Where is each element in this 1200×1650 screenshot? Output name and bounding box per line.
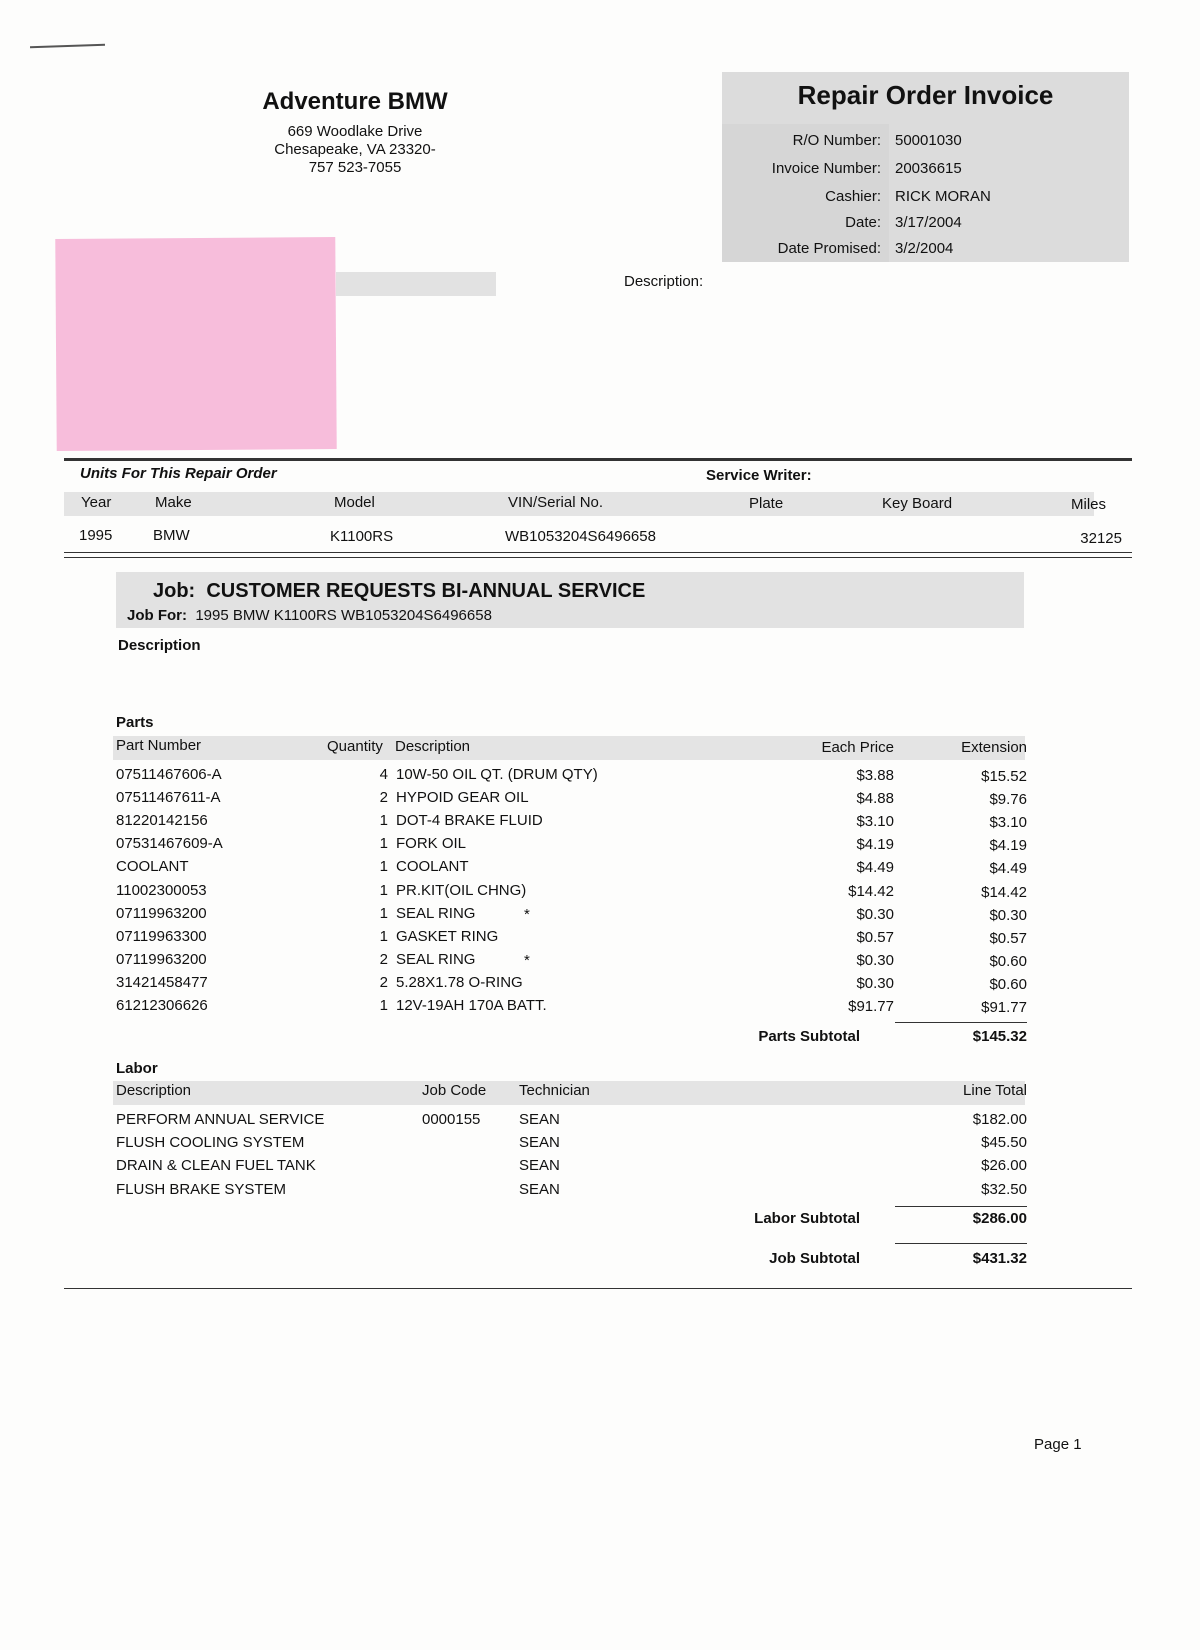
labor-subtotal-label: Labor Subtotal (754, 1210, 860, 1227)
part-extension: $0.60 (989, 952, 1027, 970)
labor-job-code: 0000155 (422, 1111, 481, 1128)
parts-subtotal-label: Parts Subtotal (758, 1028, 860, 1045)
scan-artifact-line (30, 44, 105, 49)
job-label: Job: (153, 580, 196, 602)
dealer-address-line1: 669 Woodlake Drive (287, 123, 423, 140)
col-line-total: Line Total (963, 1082, 1027, 1099)
part-each-price: $3.10 (856, 813, 894, 831)
part-quantity: 1 (379, 812, 388, 830)
labor-line-total: $45.50 (981, 1134, 1027, 1152)
col-technician: Technician (519, 1082, 590, 1099)
date-value: 3/17/2004 (895, 214, 962, 231)
part-extension: $15.52 (981, 768, 1027, 785)
part-extension: $4.19 (989, 837, 1027, 855)
part-extension: $14.42 (981, 883, 1027, 901)
part-extension: $0.30 (989, 906, 1027, 924)
labor-line-total: $182.00 (972, 1111, 1027, 1128)
part-description: 5.28X1.78 O-RING (396, 973, 523, 991)
service-writer-label: Service Writer: (706, 467, 812, 484)
job-description-label: Description (118, 637, 201, 654)
units-top-rule (64, 458, 1132, 461)
labor-line-total: $32.50 (981, 1180, 1027, 1198)
ro-number-value: 50001030 (895, 132, 962, 149)
part-each-price: $91.77 (848, 998, 894, 1015)
part-extension: $0.60 (989, 975, 1027, 993)
part-quantity: 1 (379, 997, 388, 1014)
part-number: 07511467606-A (116, 766, 222, 783)
part-description: GASKET RING (396, 927, 499, 945)
unit-vin: WB1053204S6496658 (505, 528, 656, 545)
col-make: Make (155, 494, 192, 511)
invoice-number-value: 20036615 (895, 160, 962, 177)
part-quantity: 2 (379, 789, 388, 807)
part-extension: $9.76 (989, 791, 1027, 809)
units-bottom-rule-2 (64, 557, 1132, 558)
labor-technician: SEAN (519, 1111, 560, 1128)
part-quantity: 1 (379, 904, 388, 922)
part-description: PR.KIT(OIL CHNG) (396, 881, 527, 899)
date-promised-value: 3/2/2004 (895, 240, 954, 257)
part-each-price: $4.19 (856, 836, 894, 854)
part-each-price: $0.57 (856, 928, 894, 946)
date-label: Date: (845, 214, 881, 231)
part-each-price: $0.30 (856, 974, 894, 992)
job-bottom-rule (64, 1288, 1132, 1289)
col-extension: Extension (961, 739, 1027, 756)
parts-section-label: Parts (116, 714, 154, 731)
part-number: 07511467611-A (116, 789, 221, 807)
labor-line-total: $26.00 (981, 1157, 1027, 1175)
page-number: Page 1 (1034, 1436, 1082, 1453)
col-plate: Plate (749, 495, 784, 512)
col-vin: VIN/Serial No. (508, 494, 604, 511)
col-model: Model (334, 494, 375, 511)
job-for-value: 1995 BMW K1100RS WB1053204S6496658 (195, 607, 492, 624)
part-each-price: $0.30 (856, 951, 894, 969)
part-each-price: $4.49 (856, 859, 894, 877)
labor-subtotal-value: $286.00 (972, 1210, 1027, 1227)
part-number: 81220142156 (116, 812, 208, 830)
part-marker: * (524, 905, 530, 923)
part-description: SEAL RING (396, 904, 476, 922)
labor-technician: SEAN (519, 1134, 560, 1152)
part-extension: $0.57 (989, 929, 1027, 947)
col-labor-description: Description (116, 1082, 192, 1099)
labor-description: FLUSH COOLING SYSTEM (116, 1134, 305, 1152)
ro-number-label: R/O Number: (792, 132, 881, 149)
part-number: 11002300053 (116, 881, 207, 899)
part-quantity: 1 (379, 881, 388, 899)
part-number: 61212306626 (116, 997, 208, 1014)
job-for-label: Job For: (127, 607, 187, 624)
col-job-code: Job Code (422, 1082, 487, 1099)
labor-description: PERFORM ANNUAL SERVICE (116, 1111, 325, 1128)
part-description: DOT-4 BRAKE FLUID (396, 812, 543, 830)
units-section-title: Units For This Repair Order (80, 465, 277, 482)
part-quantity: 4 (379, 766, 388, 783)
job-subtotal-value: $431.32 (972, 1250, 1027, 1267)
part-quantity: 1 (379, 858, 388, 876)
date-promised-label: Date Promised: (777, 240, 881, 257)
part-quantity: 2 (379, 950, 388, 968)
unit-year: 1995 (79, 527, 113, 544)
labor-description: FLUSH BRAKE SYSTEM (116, 1180, 287, 1198)
labor-technician: SEAN (519, 1180, 560, 1198)
part-description: 12V-19AH 170A BATT. (396, 997, 547, 1014)
part-each-price: $14.42 (848, 882, 894, 900)
part-number: 07119963300 (116, 927, 207, 945)
invoice-title: Repair Order Invoice (797, 80, 1054, 110)
part-description: FORK OIL (396, 835, 467, 853)
labor-technician: SEAN (519, 1157, 560, 1175)
description-label: Description: (624, 273, 704, 290)
dealer-phone: 757 523-7055 (308, 159, 402, 176)
col-year: Year (81, 494, 112, 511)
invoice-number-label: Invoice Number: (771, 160, 881, 177)
redaction-sticky-note (55, 237, 336, 451)
part-description: 10W-50 OIL QT. (DRUM QTY) (396, 766, 598, 783)
dealer-address-line2: Chesapeake, VA 23320- (274, 141, 436, 158)
col-part-number: Part Number (116, 737, 202, 754)
units-bottom-rule-1 (64, 552, 1132, 553)
part-extension: $91.77 (981, 999, 1027, 1016)
part-each-price: $3.88 (856, 767, 894, 784)
part-number: 31421458477 (116, 973, 208, 991)
unit-make: BMW (153, 527, 190, 544)
labor-section-label: Labor (116, 1060, 158, 1077)
col-quantity: Quantity (327, 738, 383, 755)
col-part-description: Description (395, 738, 471, 755)
part-quantity: 2 (379, 973, 388, 991)
part-extension: $3.10 (989, 814, 1027, 832)
unit-miles: 32125 (1080, 530, 1122, 547)
part-description: COOLANT (396, 858, 469, 876)
col-keyboard: Key Board (882, 495, 953, 512)
part-each-price: $0.30 (856, 905, 894, 923)
part-marker: * (524, 951, 530, 969)
part-each-price: $4.88 (856, 790, 894, 808)
labor-description: DRAIN & CLEAN FUEL TANK (116, 1157, 316, 1175)
job-for-line (127, 607, 492, 624)
job-title (153, 580, 645, 603)
col-miles: Miles (1071, 496, 1107, 513)
parts-subtotal-rule (895, 1022, 1027, 1023)
part-description: HYPOID GEAR OIL (396, 789, 529, 807)
parts-subtotal-value: $145.32 (972, 1028, 1027, 1045)
job-subtotal-rule (895, 1243, 1027, 1244)
part-quantity: 1 (379, 835, 388, 853)
cashier-label: Cashier: (825, 188, 881, 205)
part-number: 07119963200 (116, 904, 207, 922)
part-description: SEAL RING (396, 950, 476, 968)
part-quantity: 1 (379, 927, 388, 945)
dealer-name: Adventure BMW (262, 88, 448, 115)
job-subtotal-label: Job Subtotal (769, 1250, 860, 1267)
part-number: 07119963200 (116, 950, 207, 968)
redaction-bar (336, 272, 496, 296)
part-number: 07531467609-A (116, 835, 223, 853)
cashier-value: RICK MORAN (895, 188, 991, 205)
part-number: COOLANT (116, 858, 189, 876)
unit-model: K1100RS (330, 528, 394, 545)
job-name: CUSTOMER REQUESTS BI-ANNUAL SERVICE (206, 580, 646, 602)
part-extension: $4.49 (989, 860, 1027, 878)
col-each-price: Each Price (821, 739, 894, 756)
labor-subtotal-rule (895, 1206, 1027, 1207)
